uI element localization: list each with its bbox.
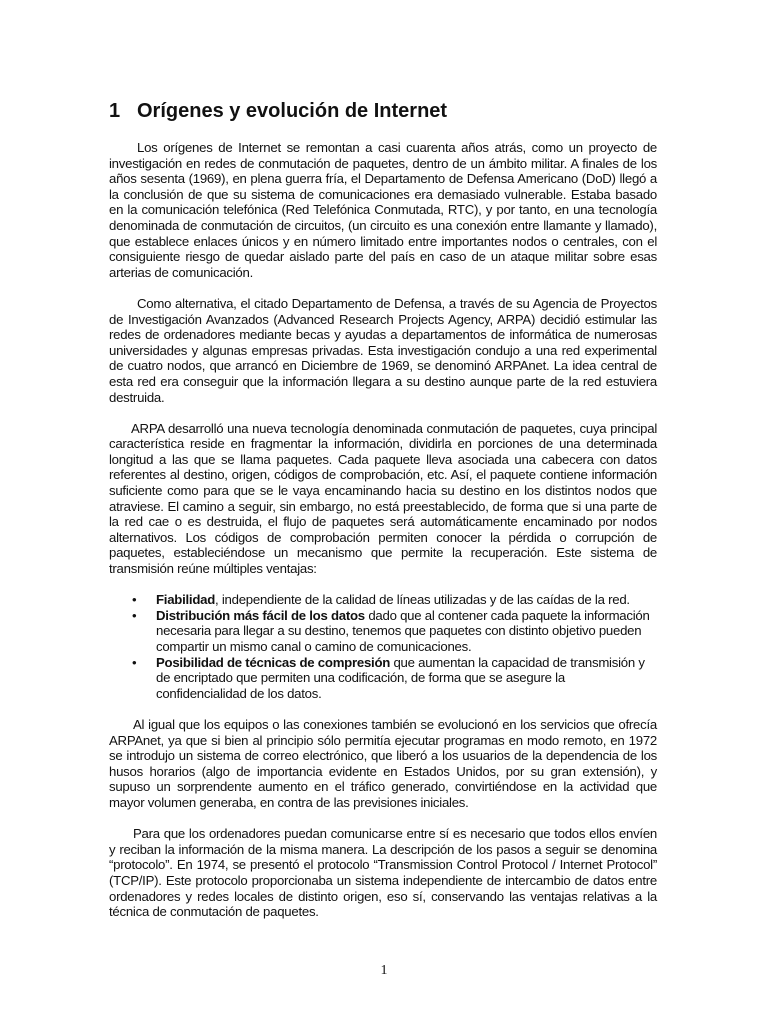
page-number: 1 xyxy=(380,963,388,978)
list-item-text: , independiente de la calidad de líneas utilizadas y de las caídas de la red. xyxy=(215,592,630,608)
bullet-icon: • xyxy=(132,654,137,670)
section-title: Orígenes y evolución de Internet xyxy=(137,100,448,122)
paragraph-packet-switching: ARPA desarrolló una nueva tecnología denominada conmutación de paquetes, cuya principal característica reside en fragmentar la información, dividirla en porciones de una determinada longitud a las que se llama paquetes. Cada paquete lleva asociada una cabecera con datos referentes al destino, origen, códigos de comprobación, etc. Así, el paquete contiene información suficiente como para que se le vaya encaminando hacia su destino en los distintos nodos que atraviese. El camino a seguir, sin embargo, no está preestablecido, de forma que si una parte de la red cae o es destruida, el flujo de paquetes será automáticamente encaminado por nodos alternativos. Los códigos de comprobación permiten conocer la pérdida o corrupción de paquetes, estableciéndose un mecanismo que permite la recuperación. Este sistema de transmisión reúne múltiples ventajas: xyxy=(109,420,657,577)
list-item-term: Distribución más fácil de los datos xyxy=(156,607,365,623)
section-heading xyxy=(109,98,657,124)
bullet-icon: • xyxy=(132,592,137,608)
list-item-term: Posibilidad de técnicas de compresión xyxy=(156,654,391,670)
paragraph-tcp-ip: Para que los ordenadores puedan comunicarse entre sí es necesario que todos ellos envíen y reciban la información de la misma manera. La descripción de los pasos a seguir se denomina “protocolo”. En 1974, se presentó el protocolo “Transmission Control Protocol / Internet Protocol” (TCP/IP). Este protocolo proporcionaba un sistema independiente de intercambio de datos entre ordenadores y redes locales de distinto origen, eso sí, conservando las ventajas relativas a la técnica de conmutación de paquetes. xyxy=(109,826,657,920)
section-number: 1 xyxy=(109,100,121,122)
page-content xyxy=(109,98,657,935)
bullet-icon: • xyxy=(132,607,137,623)
list-item xyxy=(132,607,657,655)
list-item-text: dado que al contener cada paquete la información necesaria para llegar a su destino, tenemos que paquetes con distinto objetivo pueden compartir un mismo canal o camino de comunicaciones. xyxy=(156,607,650,654)
list-item-term: Fiabilidad xyxy=(156,592,216,608)
paragraph-arpa-alternative: Como alternativa, el citado Departamento de Defensa, a través de su Agencia de Proyectos de Investigación Avanzados (Advanced Research Projects Agency, ARPA) decidió estimular las redes de ordenadores mediante becas y ayudas a departamentos de informática de numerosas universidades y algunas empresas privadas. Esta investigación condujo a una red experimental de cuatro nodos, que arrancó en Diciembre de 1969, se denominó ARPAnet. La idea central de esta red era conseguir que la información llegara a su destino aunque parte de la red estuviera destruida. xyxy=(109,295,657,405)
paragraph-origins: Los orígenes de Internet se remontan a casi cuarenta años atrás, como un proyecto de investigación en redes de conmutación de paquetes, dentro de un ámbito militar. A finales de los años sesenta (1969), en plena guerra fría, el Departamento de Defensa Americano (DoD) llegó a la conclusión de que su sistema de comunicaciones era demasiado vulnerable. Estaba basado en la comunicación telefónica (Red Telefónica Conmutada, RTC), y por tanto, en una tecnología denominada de conmutación de circuitos, (un circuito es una conexión entre llamante y llamado), que establece enlaces únicos y en número limitado entre importantes nodos o centrales, con el consiguiente riesgo de quedar aislado parte del país en caso de un ataque militar sobre esas arterias de comunicación. xyxy=(109,140,657,280)
advantages-list xyxy=(109,592,657,701)
list-item xyxy=(132,592,657,608)
paragraph-arpanet-services: Al igual que los equipos o las conexiones también se evolucionó en los servicios que ofrecía ARPAnet, ya que si bien al principio sólo permitía ejecutar programas en modo remoto, en 1972 se introdujo un sistema de correo electrónico, que liberó a los usuarios de la dependencia de los husos horarios (algo de importancia evidente en Estados Unidos, por su gran extensión), y supuso un sorprendente aumento en el tráfico generado, convirtiéndose en la actividad que mayor volumen generaba, en contra de las previsiones iniciales. xyxy=(109,716,657,810)
list-item xyxy=(132,654,657,702)
list-item-text: que aumentan la capacidad de transmisión y de encriptado que permiten una codificación, de forma que se asegure la confidencialidad de los datos. xyxy=(156,654,645,701)
